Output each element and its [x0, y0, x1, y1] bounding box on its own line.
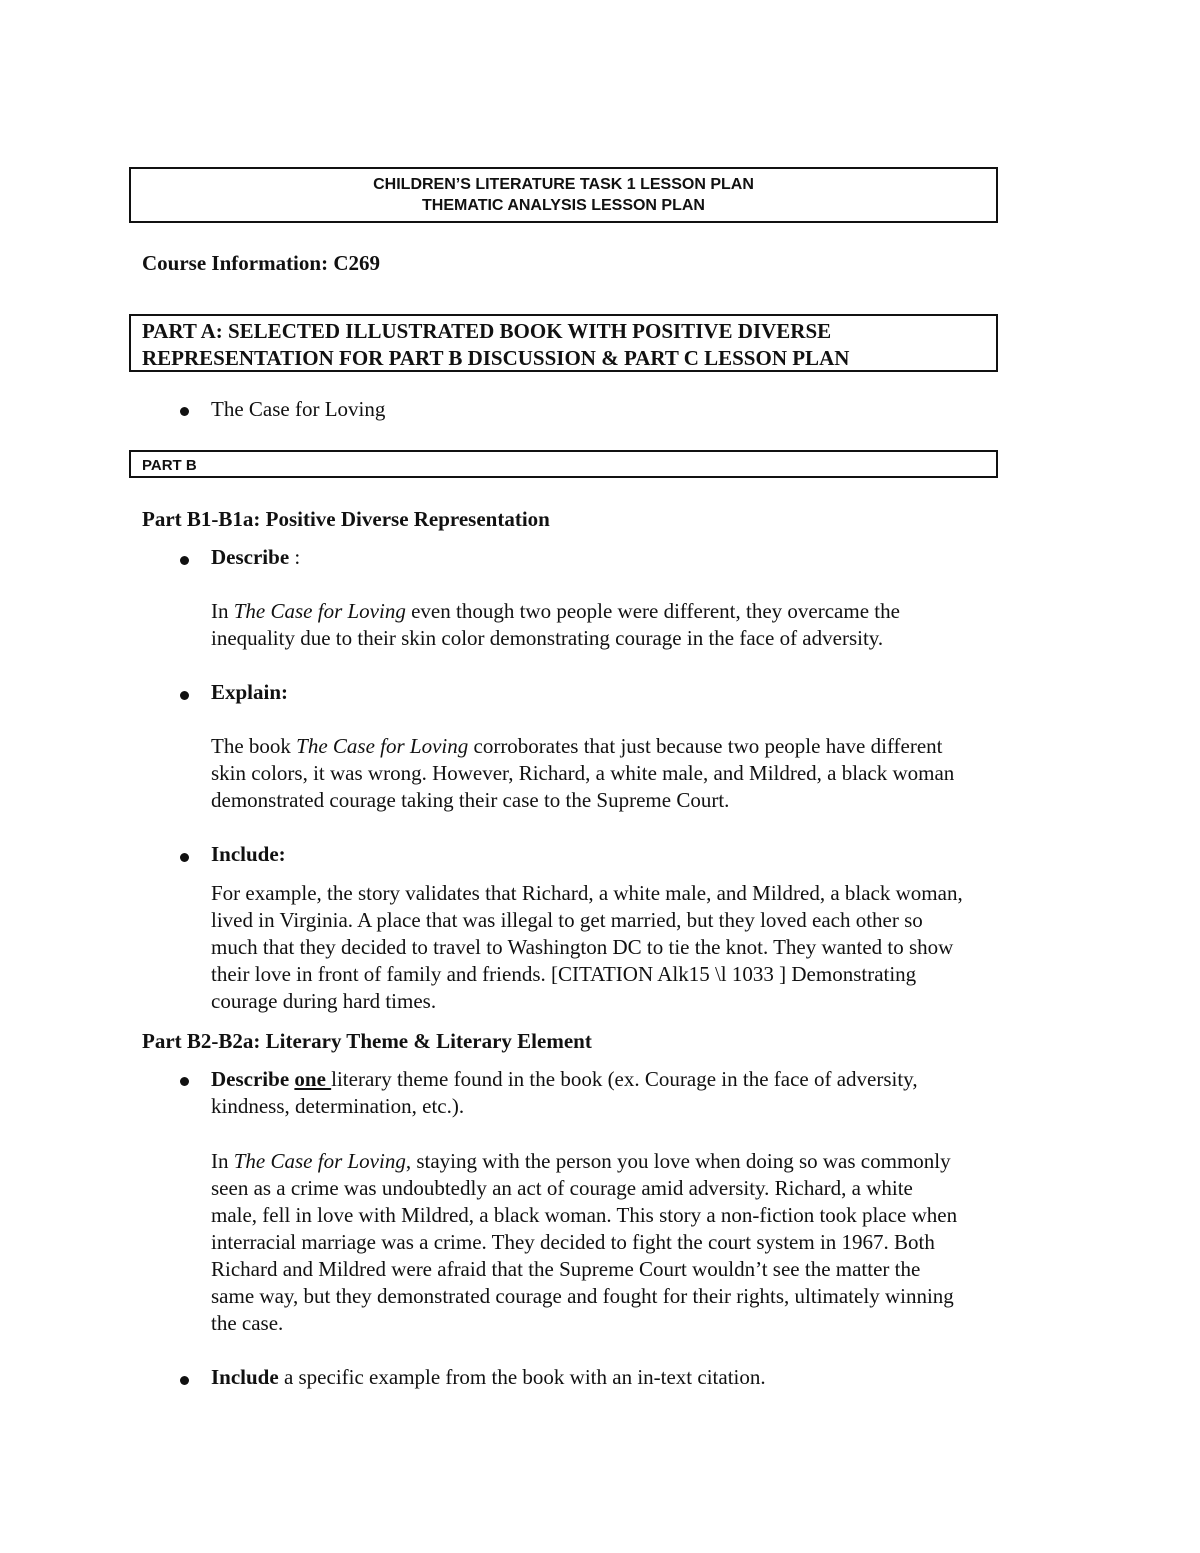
theme-answer	[211, 1148, 1061, 1337]
book-title-italic: The Case for Loving	[233, 1149, 406, 1173]
text-run: In	[211, 1149, 234, 1173]
bullet-icon	[180, 407, 189, 416]
part-b-box	[129, 450, 998, 478]
title-line-1: CHILDREN’S LITERATURE TASK 1 LESSON PLAN	[373, 176, 754, 193]
text-line: seen as a crime was undoubtedly an act of courage amid adversity. Richard, a white	[211, 1176, 913, 1200]
text-line: much that they decided to travel to Washington DC to tie the knot. They wanted to show	[211, 935, 954, 959]
text-run: , staying with the person you love when doing so was commonly	[405, 1149, 951, 1173]
text-line: kindness, determination, etc.).	[211, 1094, 465, 1118]
text-line: male, fell in love with Mildred, a black woman. This story a non-fiction took place when	[211, 1203, 958, 1227]
title-box	[129, 167, 998, 223]
part-b-label: PART B	[142, 457, 197, 474]
text-run: literary theme found in the book (ex. Courage in the face of adversity,	[331, 1067, 918, 1091]
book-title-italic: The Case for Loving	[296, 734, 469, 758]
text-line: their love in front of family and friends. [CITATION Alk15 \l 1033 ] Demonstrating	[211, 962, 917, 986]
text-line: Richard and Mildred were afraid that the Supreme Court wouldn’t see the matter the	[211, 1257, 921, 1281]
describe-suffix: :	[289, 545, 301, 569]
explain-label: Explain:	[211, 680, 289, 704]
text-line: demonstrated courage taking their case to the Supreme Court.	[211, 788, 730, 812]
text-line: inequality due to their skin color demonstrating courage in the face of adversity.	[211, 626, 884, 650]
book-title-italic: The Case for Loving	[233, 599, 406, 623]
bullet-icon	[180, 556, 189, 565]
text-line: lived in Virginia. A place that was illegal to get married, but they loved each other so	[211, 908, 923, 932]
text-run: even though two people were different, they overcame the	[405, 599, 900, 623]
course-information: Course Information: C269	[142, 251, 380, 275]
text-run: The book	[211, 734, 297, 758]
describe-item	[211, 545, 300, 570]
text-line: skin colors, it was wrong. However, Richard, a white male, and Mildred, a black woman	[211, 761, 955, 785]
one-underlined: one	[294, 1067, 332, 1091]
text-run: a specific example from the book with an in-text citation.	[278, 1365, 766, 1389]
text-line: the case.	[211, 1311, 284, 1335]
bullet-icon	[180, 691, 189, 700]
explain-answer	[211, 733, 1061, 814]
bullet-icon	[180, 1077, 189, 1086]
describe-prompt-label: Describe	[211, 1067, 295, 1091]
include-label: Include:	[211, 842, 286, 866]
selected-book: The Case for Loving	[211, 397, 386, 421]
text-line: courage during hard times.	[211, 989, 437, 1013]
example-prompt	[211, 1365, 766, 1390]
text-run: corroborates that just because two people have different	[468, 734, 943, 758]
bullet-icon	[180, 853, 189, 862]
include-prompt-label: Include	[211, 1365, 279, 1389]
part-b2-heading: Part B2-B2a: Literary Theme & Literary Element	[142, 1029, 592, 1053]
describe-answer	[211, 598, 1061, 652]
part-a-box	[129, 314, 998, 372]
text-run: In	[211, 599, 234, 623]
text-line: interracial marriage was a crime. They decided to fight the court system in 1967. Both	[211, 1230, 935, 1254]
text-line: same way, but they demonstrated courage and fought for their rights, ultimately winning	[211, 1284, 954, 1308]
part-a-heading-line-1: PART A: SELECTED ILLUSTRATED BOOK WITH POSITIVE DIVERSE	[142, 319, 832, 343]
theme-prompt	[211, 1066, 1061, 1120]
text-line: For example, the story validates that Richard, a white male, and Mildred, a black woman,	[211, 881, 963, 905]
part-a-heading-line-2: REPRESENTATION FOR PART B DISCUSSION & PART C LESSON PLAN	[142, 346, 850, 370]
bullet-icon	[180, 1376, 189, 1385]
title-line-2: THEMATIC ANALYSIS LESSON PLAN	[422, 197, 705, 214]
include-answer	[211, 880, 1061, 1015]
part-b1-heading: Part B1-B1a: Positive Diverse Representation	[142, 507, 550, 531]
describe-label: Describe	[211, 545, 290, 569]
